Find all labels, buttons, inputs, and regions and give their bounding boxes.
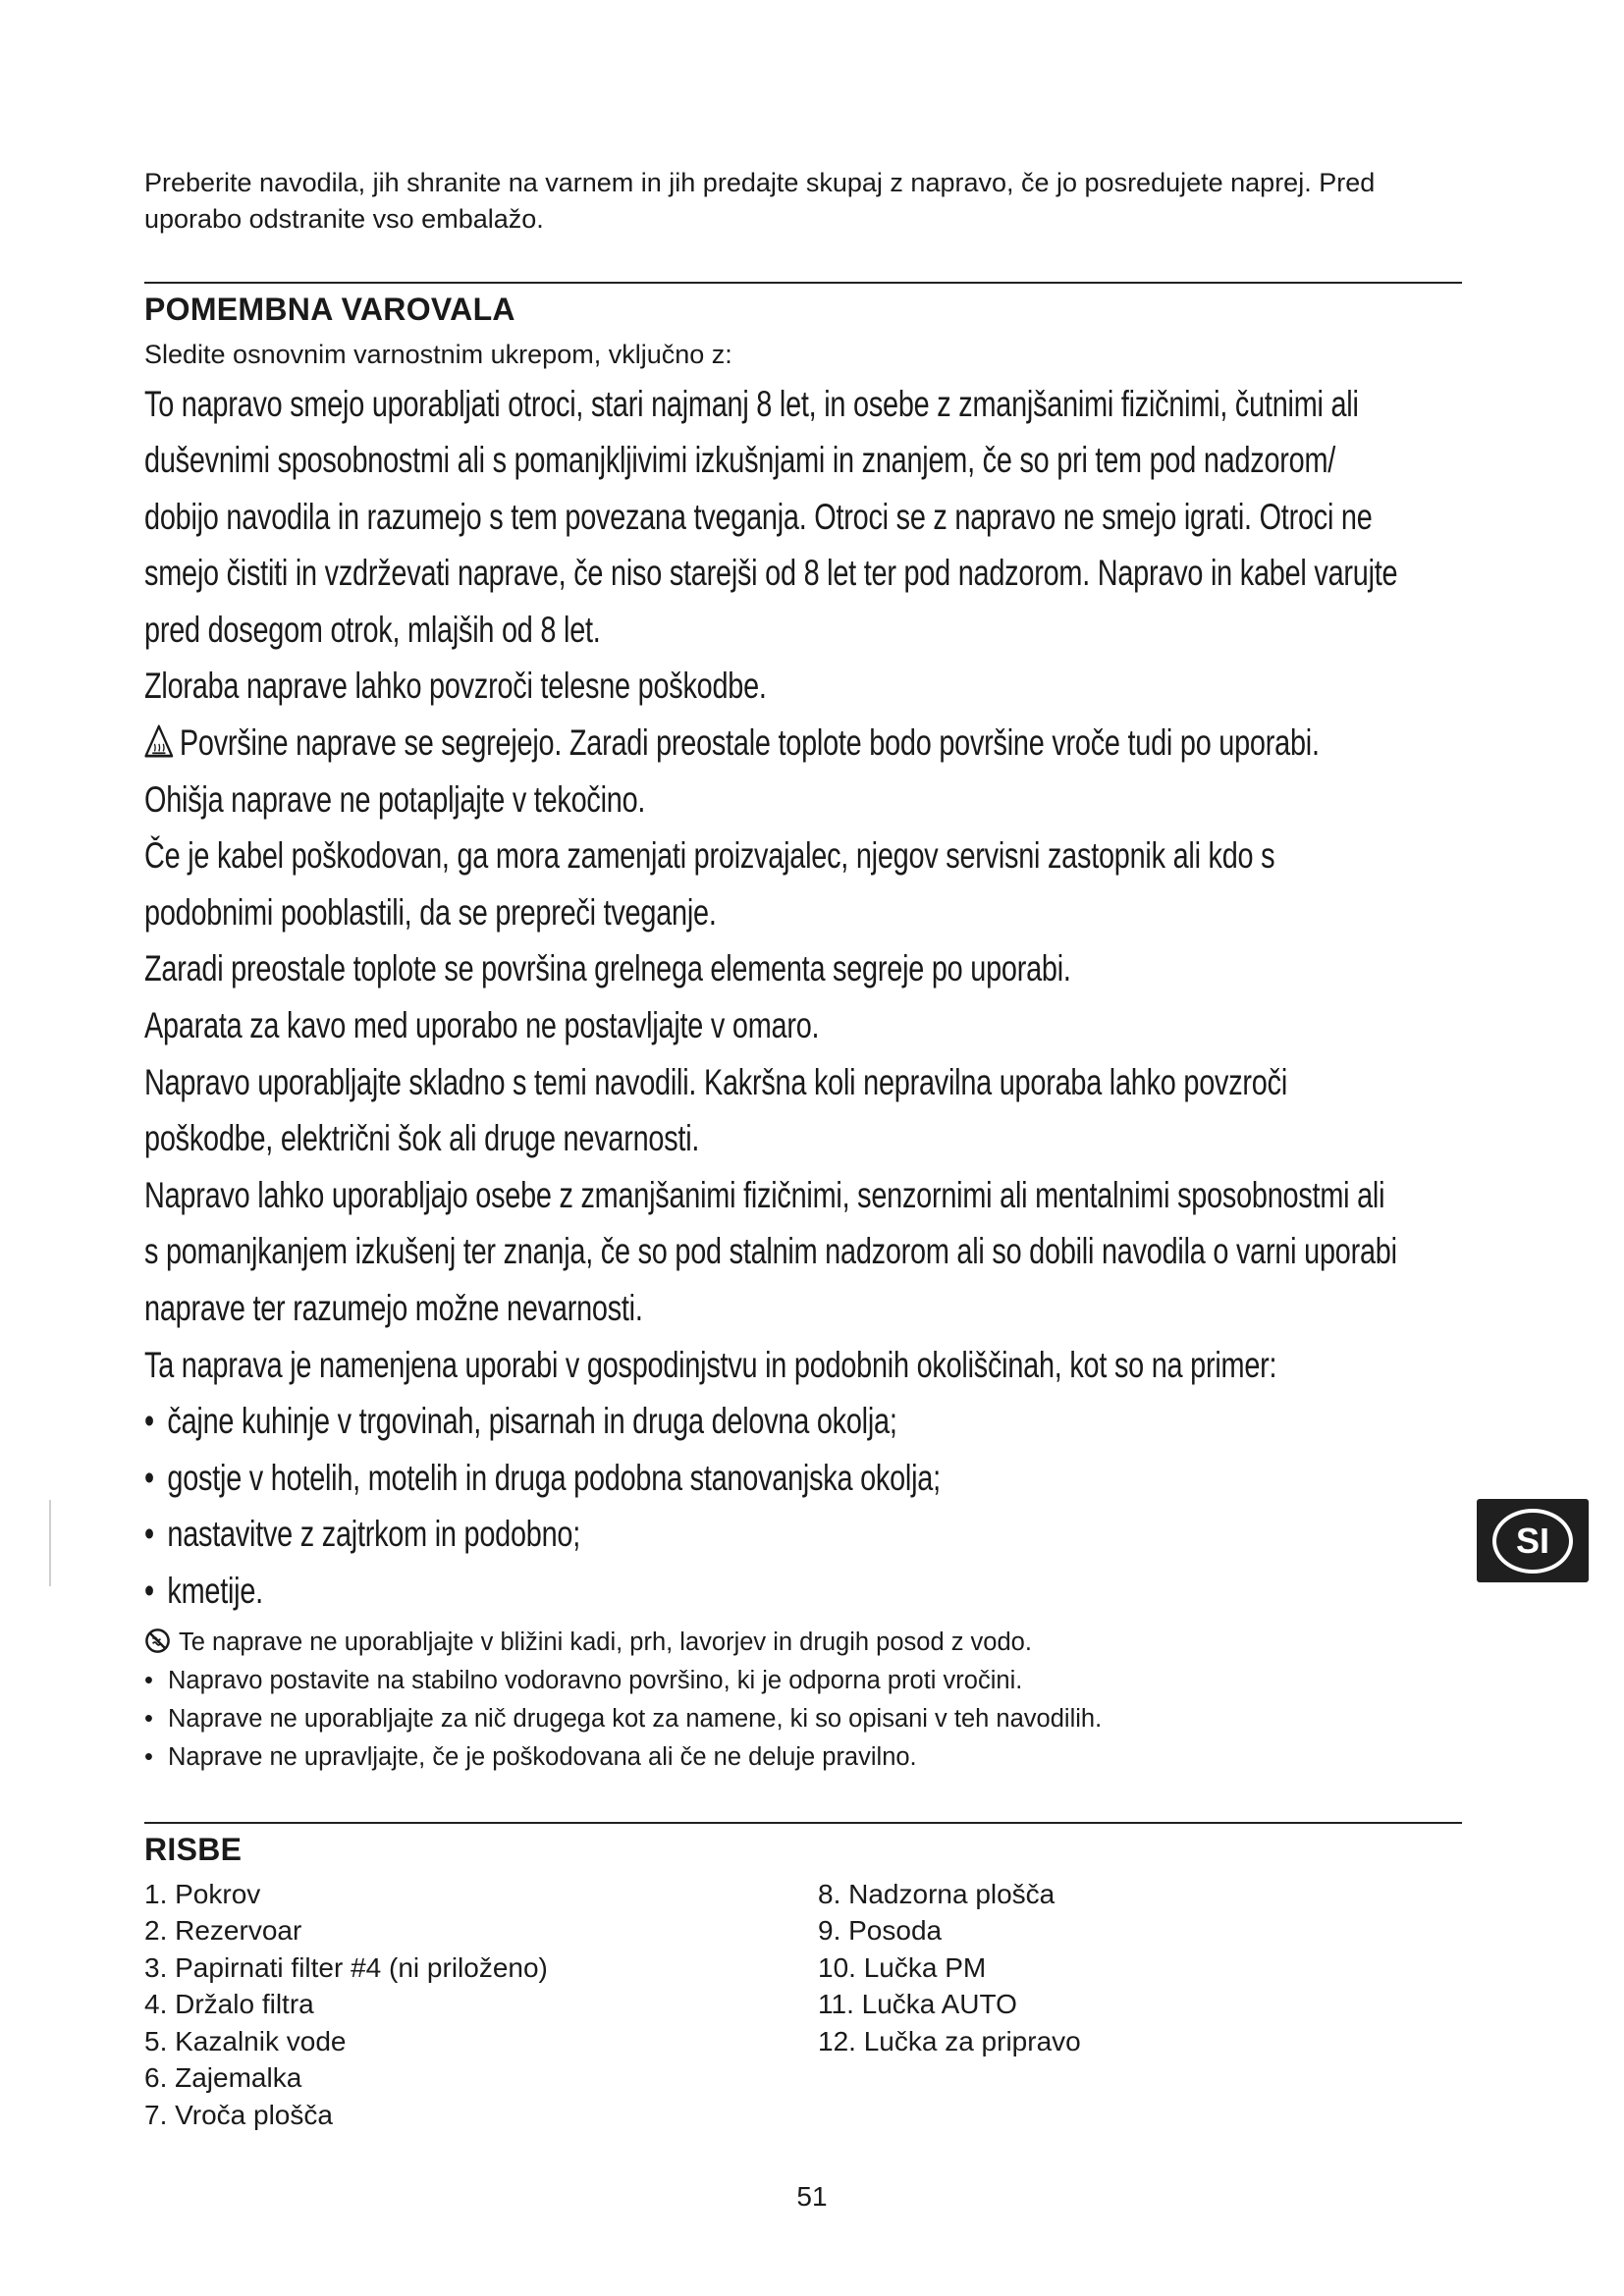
figure-item: 12. Lučka za pripravo xyxy=(818,2025,1081,2056)
figure-item: 10. Lučka PM xyxy=(818,1951,987,1983)
intro-line-2: uporabo odstranite vso embalažo. xyxy=(144,204,544,235)
margin-mark xyxy=(49,1500,51,1586)
no-bath-line xyxy=(144,1624,1462,1662)
safety-line: dobijo navodila in razumejo s tem povezana tveganja. Otroci se z napravo ne smejo igrati. Otroci ne xyxy=(144,496,1373,537)
usage-bullet xyxy=(144,1450,1462,1507)
page-number: 51 xyxy=(796,2181,828,2212)
usage-bullet xyxy=(144,1563,1462,1620)
safety-line: Ohišja naprave ne potapljajte v tekočino. xyxy=(144,778,646,820)
safety-line: Napravo uporabljajte skladno s temi navodili. Kakršna koli nepravilna uporaba lahko povzroči xyxy=(144,1061,1288,1102)
figure-item: 7. Vroča plošča xyxy=(144,2099,333,2130)
figure-item: 3. Papirnati filter #4 (ni priloženo) xyxy=(144,1951,548,1983)
language-badge xyxy=(1477,1499,1589,1582)
figure-item: 1. Pokrov xyxy=(144,1878,261,1909)
bullet-dot: • xyxy=(144,1514,154,1555)
bullet-dot: • xyxy=(144,1401,154,1442)
figure-item: 8. Nadzorna plošča xyxy=(818,1878,1056,1909)
usage-bullet xyxy=(144,1393,1462,1450)
safety-line: Napravo lahko uporabljajo osebe z zmanjšanimi fizičnimi, senzornimi ali mentalnimi sposobnostmi ali xyxy=(144,1174,1385,1215)
usage-bullet-text: gostje v hotelih, motelih in druga podobna stanovanjska okolja; xyxy=(167,1457,941,1498)
small-bullet xyxy=(144,1700,1462,1738)
usage-bullet-text: čajne kuhinje v trgovinah, pisarnah in druga delovna okolja; xyxy=(167,1401,897,1442)
bullet-dot: • xyxy=(144,1570,154,1611)
hot-surface-warning-icon xyxy=(144,724,174,758)
safety-line: Če je kabel poškodovan, ga mora zamenjati proizvajalec, njegov servisni zastopnik ali kdo s xyxy=(144,835,1275,877)
safety-line: Zaradi preostale toplote se površina grelnega elementa segreje po uporabi. xyxy=(144,948,1071,989)
warning-line-text: Površine naprave se segrejejo. Zaradi preostale toplote bodo površine vroče tudi po uporabi. xyxy=(179,722,1320,764)
figures-column-2 xyxy=(818,1876,1407,2134)
bullet-dot: • xyxy=(144,1742,153,1771)
figures-list xyxy=(144,1876,1462,2134)
bullet-dot: • xyxy=(144,1704,153,1733)
usage-bullet-text: nastavitve z zajtrkom in podobno; xyxy=(167,1514,581,1555)
safety-line: podobnimi pooblastili, da se prepreči tveganje. xyxy=(144,891,717,933)
small-bullet xyxy=(144,1662,1462,1700)
bullet-dot: • xyxy=(144,1457,154,1498)
safety-line: Ta naprava je namenjena uporabi v gospodinjstvu in podobnih okoliščinah, kot so na primer: xyxy=(144,1344,1277,1385)
figure-item: 6. Zajemalka xyxy=(144,2062,302,2094)
figures-column-1 xyxy=(144,1876,818,2134)
language-badge-label: SI xyxy=(1492,1509,1573,1574)
figure-item: 5. Kazalnik vode xyxy=(144,2025,347,2056)
figure-item: 2. Rezervoar xyxy=(144,1915,302,1947)
safety-line: s pomanjkanjem izkušenj ter znanja, če so pod stalnim nadzorom ali so dobili navodila o varni uporabi xyxy=(144,1231,1397,1272)
small-bullet-text: Napravo postavite na stabilno vodoravno površino, ki je odporna proti vročini. xyxy=(168,1666,1023,1694)
safety-line: smejo čistiti in vzdrževati naprave, če niso starejši od 8 let ter pod nadzorom. Napravo in kabel varujte xyxy=(144,553,1398,594)
usage-bullet-text: kmetije. xyxy=(167,1570,263,1611)
figure-item: 4. Držalo filtra xyxy=(144,1989,314,2020)
small-bullet xyxy=(144,1738,1462,1777)
page-content xyxy=(144,165,1462,2133)
safety-small-list xyxy=(144,1624,1462,1777)
no-water-icon xyxy=(144,1628,171,1654)
usage-bullet xyxy=(144,1506,1462,1563)
intro-text xyxy=(144,165,1462,239)
figure-item: 9. Posoda xyxy=(818,1915,943,1947)
warning-line xyxy=(144,715,1462,772)
safety-line: poškodbe, električni šok ali druge nevarnosti. xyxy=(144,1118,700,1159)
safety-line: Zloraba naprave lahko povzroči telesne poškodbe. xyxy=(144,666,767,707)
intro-line-1: Preberite navodila, jih shranite na varnem in jih predajte skupaj z napravo, če jo posredujete naprej. Pred xyxy=(144,168,1376,197)
small-bullet-text: Naprave ne upravljajte, če je poškodovana ali če ne deluje pravilno. xyxy=(168,1742,917,1771)
safety-subtitle: Sledite osnovnim varnostnim ukrepom, vključno z: xyxy=(144,339,732,369)
figure-item: 11. Lučka AUTO xyxy=(818,1989,1017,2020)
safety-heading: POMEMBNA VAROVALA xyxy=(144,291,515,327)
safety-line: duševnimi sposobnostmi ali s pomanjkljivimi izkušnjami in znanjem, če so pri tem pod nadzorom/ xyxy=(144,440,1336,481)
safety-line: To napravo smejo uporabljati otroci, stari najmanj 8 let, in osebe z zmanjšanimi fizičnimi, čutnimi ali xyxy=(144,383,1359,424)
figures-heading: RISBE xyxy=(144,1831,243,1867)
no-bath-text: Te naprave ne uporabljajte v bližini kadi, prh, lavorjev in drugih posod z vodo. xyxy=(179,1628,1032,1656)
safety-body xyxy=(144,376,1462,1620)
small-bullet-text: Naprave ne uporabljajte za nič drugega kot za namene, ki so opisani v teh navodilih. xyxy=(168,1704,1103,1733)
section-divider xyxy=(144,1822,1462,1824)
bullet-dot: • xyxy=(144,1666,153,1694)
safety-line: Aparata za kavo med uporabo ne postavljajte v omaro. xyxy=(144,1005,820,1046)
safety-line: pred dosegom otrok, mlajših od 8 let. xyxy=(144,609,601,650)
safety-line: naprave ter razumejo možne nevarnosti. xyxy=(144,1288,643,1328)
section-divider xyxy=(144,282,1462,284)
